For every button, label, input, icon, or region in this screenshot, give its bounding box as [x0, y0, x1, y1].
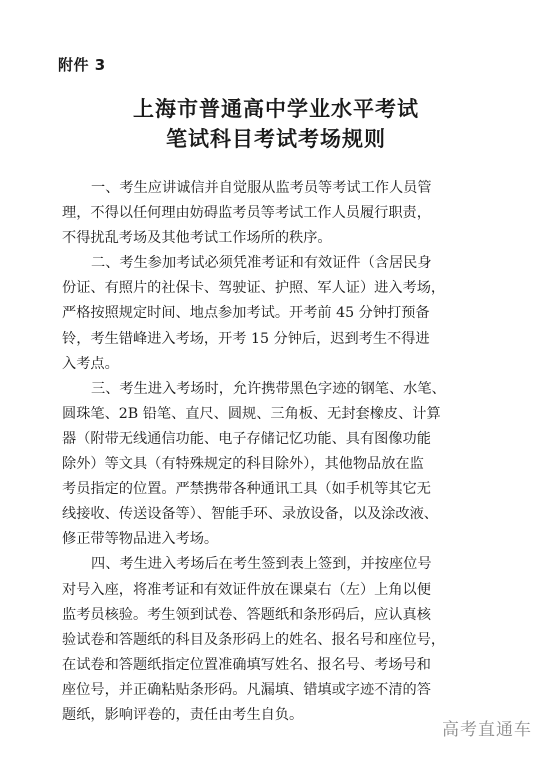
document-title-line-2: 笔试科目考试考场规则 — [166, 126, 386, 151]
rule-paragraph-3 — [62, 377, 494, 553]
paragraph-line: 题纸，影响评卷的，责任由考生自负。 — [62, 706, 304, 723]
paragraph-line: 铃，考生错峰进入考场，开考 15 分钟后，迟到考生不得进 — [62, 330, 430, 347]
rule-paragraph-2 — [62, 251, 494, 376]
paragraph-line: 考员指定的位置。严禁携带各种通讯工具（如手机等其它无 — [62, 481, 431, 498]
rule-paragraph-4 — [62, 552, 494, 728]
paragraph-line: 不得扰乱考场及其他考试工作场所的秩序。 — [62, 230, 332, 247]
paragraph-line: 座位号，并正确粘贴条形码。凡漏填、错填或字迹不清的答 — [62, 681, 431, 698]
paragraph-line: 验试卷和答题纸的科目及条形码上的姓名、报名号和座位号， — [62, 631, 446, 648]
paragraph-line: 严格按照规定时间、地点参加考试。开考前 45 分钟打预备 — [62, 305, 430, 322]
paragraph-line: 入考点。 — [62, 355, 119, 372]
paragraph-line: 在试卷和答题纸指定位置准确填写姓名、报名号、考场号和 — [62, 656, 431, 673]
watermark-text: 高考直通车 — [442, 720, 532, 740]
paragraph-line: 线接收、传送设备等）、智能手环、录放设备，以及涂改液、 — [62, 506, 438, 523]
paragraph-line: 修正带等物品进入考场。 — [62, 531, 219, 548]
paragraph-line: 二、考生参加考试必须凭准考证和有效证件（含居民身 — [91, 255, 432, 272]
paragraph-line: 三、考生进入考场时，允许携带黑色字迹的钢笔、水笔、 — [91, 380, 446, 397]
paragraph-line: 除外）等文具（有特殊规定的科目除外），其他物品放在监 — [62, 456, 424, 473]
paragraph-line: 一、考生应讲诚信并自觉服从监考员等考试工作人员管 — [91, 180, 432, 196]
paragraph-line: 份证、有照片的社保卡、驾驶证、护照、军人证）进入考场， — [62, 280, 446, 297]
paragraph-line: 监考员核验。考生领到试卷、答题纸和条形码后，应认真核 — [62, 606, 431, 623]
document-title-line-1: 上海市普通高中学业水平考试 — [133, 96, 419, 121]
document-body — [62, 176, 494, 728]
paragraph-line: 理，不得以任何理由妨碍监考员等考试工作人员履行职责， — [62, 205, 431, 222]
paragraph-line: 器（附带无线通信功能、电子存储记忆功能、具有图像功能 — [62, 430, 431, 447]
paragraph-line: 四、考生进入考场后在考生签到表上签到，并按座位号 — [91, 556, 432, 573]
paragraph-line: 对号入座，将准考证和有效证件放在课桌右（左）上角以便 — [62, 581, 431, 598]
rule-paragraph-1 — [62, 176, 494, 251]
paragraph-line: 圆珠笔、2B 铅笔、直尺、圆规、三角板、无封套橡皮、计算 — [62, 405, 441, 422]
attachment-label: 附件 3 — [58, 56, 106, 74]
